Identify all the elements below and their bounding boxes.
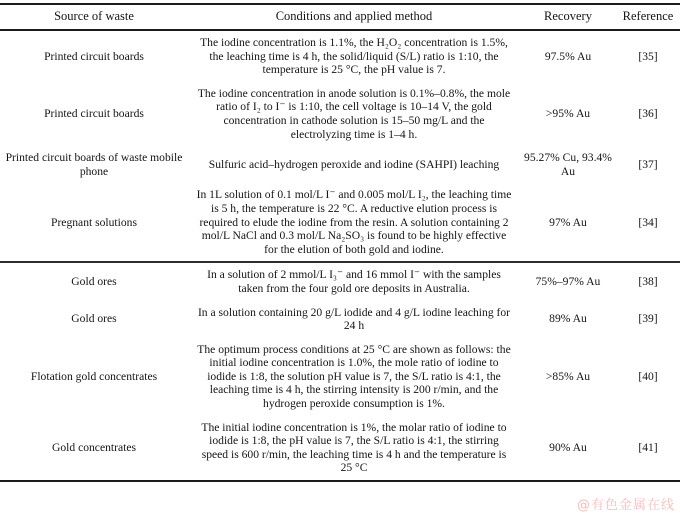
site-watermark: @有色金属在线 xyxy=(576,498,675,513)
cell-reference: [40] xyxy=(638,369,658,383)
cell-source: Flotation gold concentrates xyxy=(30,369,158,383)
table-section-waste xyxy=(0,30,680,262)
cell-reference: [38] xyxy=(638,275,658,289)
cell-recovery: >95% Au xyxy=(545,107,591,121)
cell-source: Gold ores xyxy=(71,312,117,326)
cell-reference: [37] xyxy=(638,157,658,171)
col-header-reference: Reference xyxy=(616,4,680,30)
cell-conditions: In a solution containing 20 g/L iodide and 4 g/L iodine leaching for 24 h xyxy=(197,305,511,333)
cell-conditions: Sulfuric acid–hydrogen peroxide and iodine (SAHPI) leaching xyxy=(208,157,500,171)
table-header-row xyxy=(0,4,680,30)
cell-reference: [41] xyxy=(638,441,658,455)
table-row xyxy=(0,146,680,183)
cell-source: Gold ores xyxy=(71,275,117,289)
table-row xyxy=(0,30,680,82)
cell-source: Printed circuit boards xyxy=(44,107,144,121)
table-section-ores xyxy=(0,262,680,481)
leaching-table xyxy=(0,3,680,482)
cell-source: Gold concentrates xyxy=(51,441,137,455)
cell-source: Pregnant solutions xyxy=(51,215,137,229)
table-row xyxy=(0,301,680,338)
cell-source: Printed circuit boards of waste mobile phone xyxy=(5,151,183,178)
table-row xyxy=(0,82,680,146)
cell-recovery: 97.5% Au xyxy=(544,49,592,63)
cell-recovery: 89% Au xyxy=(549,312,587,326)
cell-reference: [39] xyxy=(638,312,658,326)
table-row xyxy=(0,416,680,481)
cell-recovery: 97% Au xyxy=(549,215,587,229)
cell-reference: [34] xyxy=(638,215,658,229)
cell-conditions: In 1L solution of 0.1 mol/L I⁻ and 0.005 mol/L I₂, the leaching time is 5 h, the temperature is 22 °C. A reductive elution process is required to elude the iodine from the resin. A solution containing 2 mol/L NaCl and 0.3 mol/L Na₂SO₃ is found to be highly effective for the elution of both gold and iodine. xyxy=(196,188,512,256)
col-header-recovery: Recovery xyxy=(520,4,616,30)
cell-conditions: The iodine concentration in anode solution is 0.1%–0.8%, the mole ratio of I₂ to I⁻ is 1:10, the cell voltage is 10–14 V, the gold concentration in cathode solution is 15–50 mg/L and the electrolyzing time is 1–4 h. xyxy=(197,86,511,141)
cell-conditions: The optimum process conditions at 25 °C are shown as follows: the initial iodine concentration is 1.0%, the mole ratio of iodine to iodide is 1:8, the solution pH value is 7, the S/L ratio is 4:1, the leaching time is 4 h, the stirring intensity is 200 r/min, and the hydrogen peroxide consumption is 1%. xyxy=(197,342,511,411)
cell-recovery: 90% Au xyxy=(549,441,587,455)
cell-reference: [36] xyxy=(638,107,658,121)
col-header-conditions: Conditions and applied method xyxy=(188,4,520,30)
cell-recovery: >85% Au xyxy=(545,369,591,383)
cell-recovery: 95.27% Cu, 93.4% Au xyxy=(524,151,612,178)
table-row xyxy=(0,183,680,262)
cell-conditions: In a solution of 2 mmol/L I₃⁻ and 16 mmol I⁻ with the samples taken from the four gold ore deposits in Australia. xyxy=(207,268,501,295)
col-header-source: Source of waste xyxy=(0,4,188,30)
cell-recovery: 75%–97% Au xyxy=(535,275,601,289)
table-row xyxy=(0,338,680,416)
cell-source: Printed circuit boards xyxy=(44,49,144,63)
cell-conditions: The iodine concentration is 1.1%, the H₂O₂ concentration is 1.5%, the leaching time is 4 h, the solid/liquid (S/L) ratio is 1:10, the temperature is 25 °C, the pH value is 7. xyxy=(200,36,508,77)
cell-reference: [35] xyxy=(638,49,658,63)
table-row xyxy=(0,262,680,300)
cell-conditions: The initial iodine concentration is 1%, the molar ratio of iodine to iodide is 1:8, the pH value is 7, the S/L ratio is 4:1, the stirring speed is 600 r/min, the leaching time is 4 h and the temperature is 25 °C xyxy=(201,420,507,475)
